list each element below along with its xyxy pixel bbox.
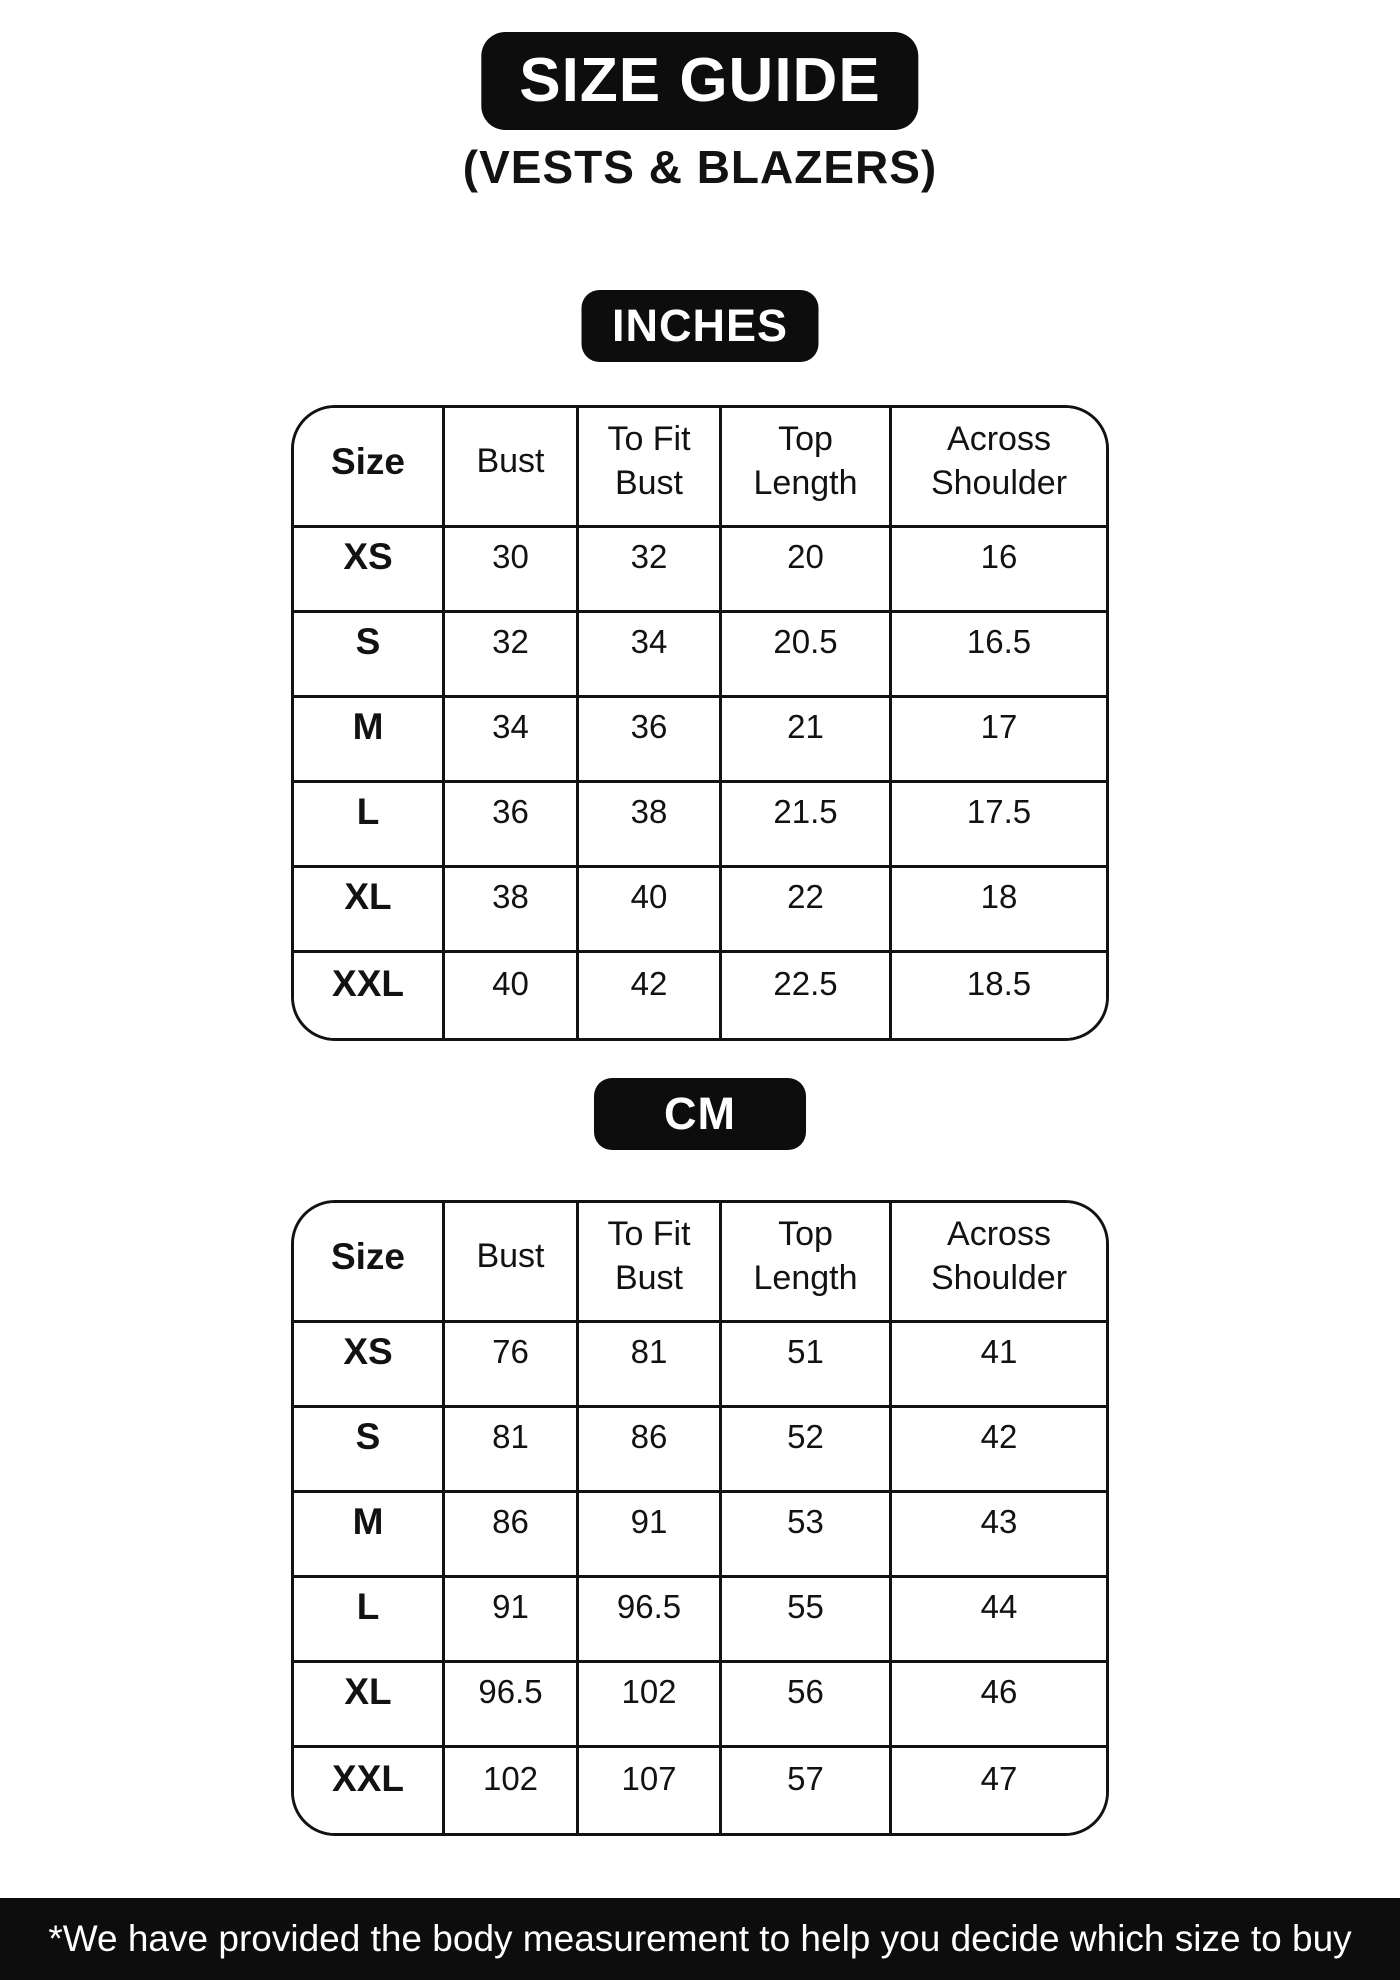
value-cell: 96.5 — [579, 1578, 722, 1663]
value-cell: 34 — [445, 698, 579, 783]
value-cell: 81 — [579, 1323, 722, 1408]
value-cell: 86 — [579, 1408, 722, 1493]
size-cell: XL — [294, 1663, 445, 1748]
value-cell: 40 — [445, 953, 579, 1038]
value-cell: 47 — [892, 1748, 1106, 1833]
cm-size-table — [291, 1200, 1109, 1836]
value-cell: 30 — [445, 528, 579, 613]
column-header-top-length: Top Length — [722, 408, 892, 528]
value-cell: 57 — [722, 1748, 892, 1833]
value-cell: 55 — [722, 1578, 892, 1663]
value-cell: 21 — [722, 698, 892, 783]
page-title: SIZE GUIDE — [519, 46, 881, 115]
unit-label-cm: CM — [664, 1088, 736, 1139]
size-cell: S — [294, 1408, 445, 1493]
value-cell: 53 — [722, 1493, 892, 1578]
value-cell: 36 — [579, 698, 722, 783]
column-header-across-shoulder: Across Shoulder — [892, 1203, 1106, 1323]
value-cell: 102 — [579, 1663, 722, 1748]
column-header-to-fit-bust: To Fit Bust — [579, 408, 722, 528]
size-cell: XL — [294, 868, 445, 953]
column-header-size: Size — [294, 1203, 445, 1323]
column-header-bust: Bust — [445, 1203, 579, 1323]
page-subtitle: (VESTS & BLAZERS) — [462, 141, 938, 193]
value-cell: 18 — [892, 868, 1106, 953]
size-guide-title-badge — [481, 32, 918, 130]
value-cell: 32 — [579, 528, 722, 613]
value-cell: 18.5 — [892, 953, 1106, 1038]
value-cell: 52 — [722, 1408, 892, 1493]
size-cell: L — [294, 783, 445, 868]
value-cell: 38 — [445, 868, 579, 953]
value-cell: 40 — [579, 868, 722, 953]
column-header-across-shoulder: Across Shoulder — [892, 408, 1106, 528]
value-cell: 44 — [892, 1578, 1106, 1663]
unit-badge-cm — [594, 1078, 806, 1150]
value-cell: 43 — [892, 1493, 1106, 1578]
value-cell: 42 — [892, 1408, 1106, 1493]
value-cell: 51 — [722, 1323, 892, 1408]
unit-label-inches: INCHES — [611, 300, 789, 351]
value-cell: 46 — [892, 1663, 1106, 1748]
inches-size-table — [291, 405, 1109, 1041]
value-cell: 20.5 — [722, 613, 892, 698]
value-cell: 16 — [892, 528, 1106, 613]
value-cell: 34 — [579, 613, 722, 698]
column-header-to-fit-bust: To Fit Bust — [579, 1203, 722, 1323]
value-cell: 38 — [579, 783, 722, 868]
size-cell: XXL — [294, 953, 445, 1038]
size-cell: XS — [294, 1323, 445, 1408]
value-cell: 22.5 — [722, 953, 892, 1038]
column-header-size: Size — [294, 408, 445, 528]
size-cell: S — [294, 613, 445, 698]
value-cell: 81 — [445, 1408, 579, 1493]
value-cell: 107 — [579, 1748, 722, 1833]
value-cell: 42 — [579, 953, 722, 1038]
value-cell: 20 — [722, 528, 892, 613]
unit-badge-inches — [582, 290, 819, 362]
column-header-top-length: Top Length — [722, 1203, 892, 1323]
footnote: *We have provided the body measurement to help you decide which size to buy — [48, 1918, 1352, 1959]
value-cell: 36 — [445, 783, 579, 868]
size-cell: M — [294, 1493, 445, 1578]
size-cell: XS — [294, 528, 445, 613]
value-cell: 86 — [445, 1493, 579, 1578]
value-cell: 91 — [445, 1578, 579, 1663]
value-cell: 96.5 — [445, 1663, 579, 1748]
value-cell: 76 — [445, 1323, 579, 1408]
footer-bar — [0, 1898, 1400, 1980]
size-cell: M — [294, 698, 445, 783]
value-cell: 102 — [445, 1748, 579, 1833]
value-cell: 22 — [722, 868, 892, 953]
value-cell: 41 — [892, 1323, 1106, 1408]
value-cell: 91 — [579, 1493, 722, 1578]
value-cell: 56 — [722, 1663, 892, 1748]
value-cell: 17.5 — [892, 783, 1106, 868]
value-cell: 32 — [445, 613, 579, 698]
size-cell: L — [294, 1578, 445, 1663]
value-cell: 21.5 — [722, 783, 892, 868]
size-cell: XXL — [294, 1748, 445, 1833]
value-cell: 17 — [892, 698, 1106, 783]
column-header-bust: Bust — [445, 408, 579, 528]
value-cell: 16.5 — [892, 613, 1106, 698]
